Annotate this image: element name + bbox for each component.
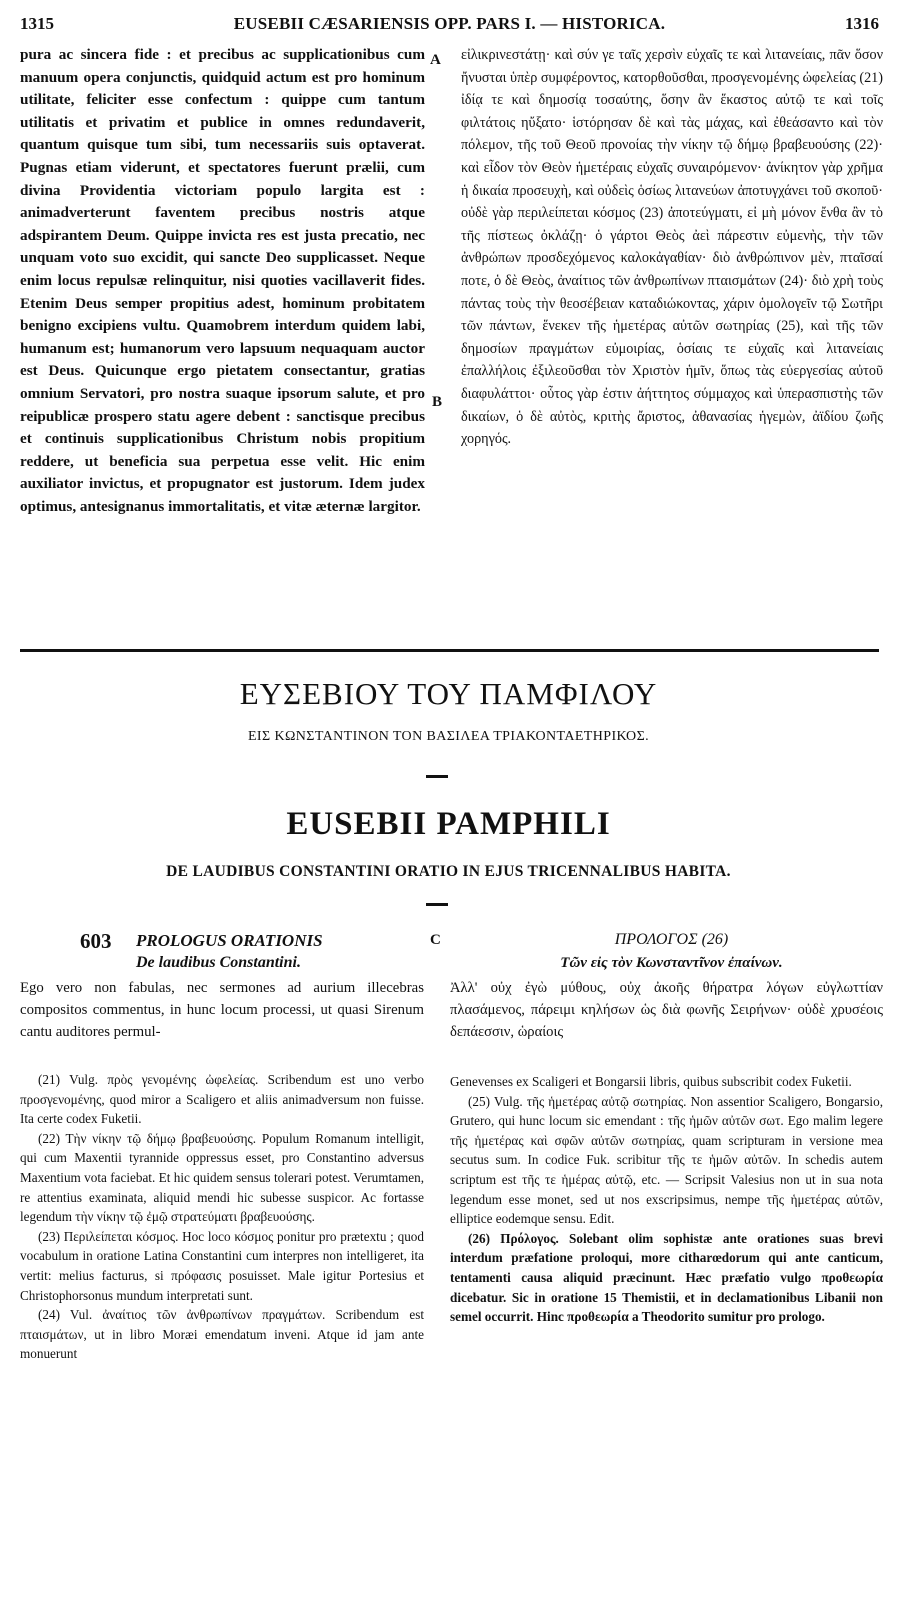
footnote-25: (25) Vulg. τῆς ἡμετέρας αὐτῷ σωτηρίας. Non assentior Scaligero, Bongarsio, Grutero, qui hunc locum sic emendant : τῆς ἡμῶν αὐτῶν σωτ. Ego malim legere τῆς ἡμετέρας καὶ σφῶν αὐτῶν σωτηρίας, quam scripturam in versione mea secutus sum. In codice Fuk. scribitur τῆς τε ἡμῶν αὐτῶν. In schedis autem scriptum est τῆς τε ἡμέρας αὐτῷ, etc. — Scripsit Valesius non ut in sua nota legendum esse monet, sed ut nos exscripsimus, nempe τῆς ἡμετέρας αὐτῶν, elliptice eodemque sensu. Edit.	[450, 1093, 883, 1227]
footnote-24-continued: Genevenses ex Scaligeri et Bongarsii libris, quibus subscribit codex Fuketii.	[450, 1074, 852, 1089]
footnotes-left	[20, 1070, 424, 1364]
prologue-subheading: De laudibus Constantini.	[136, 954, 301, 971]
page-number-left: 1315	[20, 14, 54, 33]
greek-text-top: εἰλικρινεστάτῃ· καὶ σύν γε ταῖς χερσὶν εὐχαῖς τε καὶ λιτανείαις, πᾶν ὅσον ἤνυσται ὑπὲρ συμφέροντος, κατορθοῦσθαι, προσγενομένης ὠφελείας (21) ἰδίᾳ τε καὶ δημοσίᾳ τοσαύτης, ὅσην ἂν ἕκαστος αὐτῷ τε καὶ τοῖς φιλτάτοις ηὔξατο· ἱστόρησαν δὲ καὶ τὰς μάχας, καὶ ἐθεάσαντο καὶ τὸν πόλεμον, τῆς τοῦ Θεοῦ προνοίας τὴν νίκην τῷ δήμῳ βραβευούσης (22)· καὶ εἶδον τὸν Θεὸν ἡμετέραις εὐχαῖς συναιρόμενον· ἀνίκητον γὰρ χρῆμα ἡ δικαία προσευχὴ, καὶ οὐδεὶς ὁσίως λιτανεύων ἀποτυγχάνει τοῦ σκοποῦ· οὐδὲ γὰρ περιλείπεται κόσμος (23) ἀποτεύγματι, εἰ μὴ μόνον ἔνθα ἂν τὸ τῆς πίστεως ὀκλάζῃ· ὁ γάρτοι Θεὸς ἀεὶ πάρεστιν εὐμενὴς, τὴν τῶν ἀνθρώπων προσδεχόμενος καλοκἀγαθίαν· διὸ ἀνθρώπινον μὲν, πταῖσαί ποτε, ὁ δὲ Θεὸς, ἀναίτιος τῶν ἀνθρωπίνων πταισμάτων (24)· διὸ χρὴ τοὺς πάντας τοὺς τὴν θεοσέβειαν καταδιώκοντας, χάριν ὁμολογεῖν τῷ Σωτῆρι τῶν πάντων, ἕνεκεν τῆς ἡμετέρας αὐτῶν σωτηρίας (25), καὶ τῆς τῶν δημοσίων πραγμάτων εὐμοιρίας, ὁσίαις τε εὐχαῖς καὶ λιτανείαις ἐπαλλήλοις ἐξιλεοῦσθαι τὸν Χριστὸν ἡμῖν, ὅπως τὰς εὐεργεσίας αὐτοῦ διαφυλάττοι· οὗτος γὰρ ἐστιν ἀήττητος σύμμαχος καὶ ὑπερασπιστὴς τῶν δικαίων, ὁ δὲ αὐτὸς, κριτὴς ἄριστος, ἀθανασίας ἡγεμὼν, ἀϊδίου ζωῆς χορηγός.	[461, 47, 883, 448]
footnote-22: (22) Τὴν νίκην τῷ δήμῳ βραβευούσης. Populum Romanum intelligit, qui cum Maxentii tyrannide oppressus esset, pro Constantino adversus Maxentium vota faciebat. Et hic quidem sensus tolerari potest. Verumtamen, re attentius examinata, aliquid mendi hic subesse suspicor. Ac fortasse legendum τὴν νίκην τῷ ἐμῷ στρατεύματι βραβευούσης.	[20, 1130, 424, 1225]
footnote-26: (26) Πρόλογος. Solebant olim sophistæ ante orationes suas brevi interdum præfatione proloqui, more citharœdorum qui ante canticum, tentamenti causa aliquid præcinunt. Hæc præfatio vulgo προθεωρία dicebatur. Sic in oratione 15 Themistii, et in declamationibus Libanii non semel occurrit. Hinc προθεωρία a Theodorito sumitur pro prologo.	[450, 1230, 883, 1325]
footnotes-right	[450, 1072, 883, 1327]
latin-subtitle: DE LAUDIBUS CONSTANTINI ORATIO IN EJUS TRICENNALIBUS HABITA.	[166, 863, 731, 880]
footnote-23: (23) Περιλείπεται κόσμος. Hoc loco κόσμος ponitur pro prætextu ; quod vocabulum in oratione Latina Constantini cum interpres non intelligeret, ita vertit: melius facturus, si πρόφασις posuisset. Male igitur Portesius et Christophorsonus mundum interpretati sunt.	[20, 1228, 424, 1303]
margin-marker-c: C	[430, 932, 441, 948]
latin-column-top	[20, 44, 425, 518]
latin-prologue-text: Ego vero non fabulas, nec sermones ad aurium illecebras compositos commentus, in hunc locum processi, ut quasi Sirenum cantu auditores permul-	[20, 980, 424, 1040]
greek-prologue-heading: ΠΡΟΛΟΓΟΣ (26)	[614, 931, 729, 948]
greek-subtitle: ΕΙΣ ΚΩΝΣΤΑΝΤΙΝΟΝ ΤΟΝ ΒΑΣΙΛΕΑ ΤΡΙΑΚΟΝΤΑΕΤΗΡΙΚΟΣ.	[247, 729, 650, 744]
greek-title: ΕΥΣΕΒΙΟΥ ΤΟΥ ΠΑΜΦΙΛΟΥ	[239, 676, 658, 711]
greek-prologue-column	[450, 977, 883, 1043]
margin-marker-b: B	[432, 394, 443, 410]
latin-title: EUSEBII PAMPHILI	[286, 806, 611, 842]
greek-prologue-text: Ἀλλ' οὐχ ἐγὼ μύθους, οὐχ ἀκοῆς θήρατρα λόγων εὐγλωττίαν πλασάμενος, πάρειμι κηλήσων ὡς διὰ φωνῆς Σειρήνων· οὐδὲ χρυσέοις δεπάεσσιν, ὡραίοις	[450, 980, 883, 1040]
title-dash	[426, 775, 448, 778]
page-number-right: 1316	[845, 14, 879, 33]
section-divider	[20, 649, 879, 652]
footnote-21: (21) Vulg. πρὸς γενομένης ὠφελείας. Scribendum est uno verbo προσγενομένης, quod miror a Scaligero et aliis animadversum non fuisse. Ita certe codex Fuketii.	[20, 1072, 424, 1127]
running-title: EUSEBII CÆSARIENSIS OPP. PARS I. — HISTORICA.	[233, 14, 666, 33]
latin-text-top: pura ac sincera fide : et precibus ac supplicationibus cum manuum opera conjunctis, quidquid actum est pro hominum utilitate, feliciter esse confectum : quippe cum tantum utilitatis et privatim et publice in omnes redundaverit, quantum quisque tum sibi, tum necessariis suis optaverat. Pugnas etiam viderunt, et spectatores fuerunt prælii, cum divina Providentia victoriam populo largita est : animadverterunt faventem precibus nostris atque adspirantem Deum. Quippe invicta res est justa precatio, nec unquam voto suo excidit, qui sancte Deo supplicasset. Neque enim locus repulsæ relinquitur, nisi quoties vacillaverit fides. Etenim Deus semper propitius adest, hominum probitatem benigno excipiens vultu. Quamobrem interdum quidem labi, humanum est; humanorum vero lapsuum nequaquam auctor est Deus. Quicunque ergo pietatem consectantur, gratias omnium Servatori, pro nostra suaque ipsorum salute, et pro reipublicæ prospero statu agere debent : sanctisque precibus et continuis supplicationibus Christum nobis propitium reddere, ut beneficia sua perpetua esse velit. Hic enim auxiliator invictus, et propugnator est justorum. Idem judex optimus, antesignanus immortalitatis, et vitæ æternæ largitor.	[20, 46, 425, 515]
greek-column-top	[461, 44, 883, 451]
greek-prologue-subheading: Τῶν εἰς τὸν Κωνσταντῖνον ἐπαίνων.	[560, 955, 783, 971]
latin-prologue-column	[20, 977, 424, 1043]
footnote-24: (24) Vul. ἀναίτιος τῶν ἀνθρωπίνων πραγμάτων. Scribendum est πταισμάτων, ut in libro Moræi emendatum inveni. Atque id jam ante monuerunt	[20, 1307, 424, 1362]
title-dash	[426, 903, 448, 906]
prologue-heading: PROLOGUS ORATIONIS	[136, 931, 323, 950]
prologue-heading-left	[80, 929, 440, 977]
column-number: 603	[80, 929, 112, 953]
margin-marker-a: A	[430, 52, 441, 68]
running-head	[20, 14, 879, 40]
